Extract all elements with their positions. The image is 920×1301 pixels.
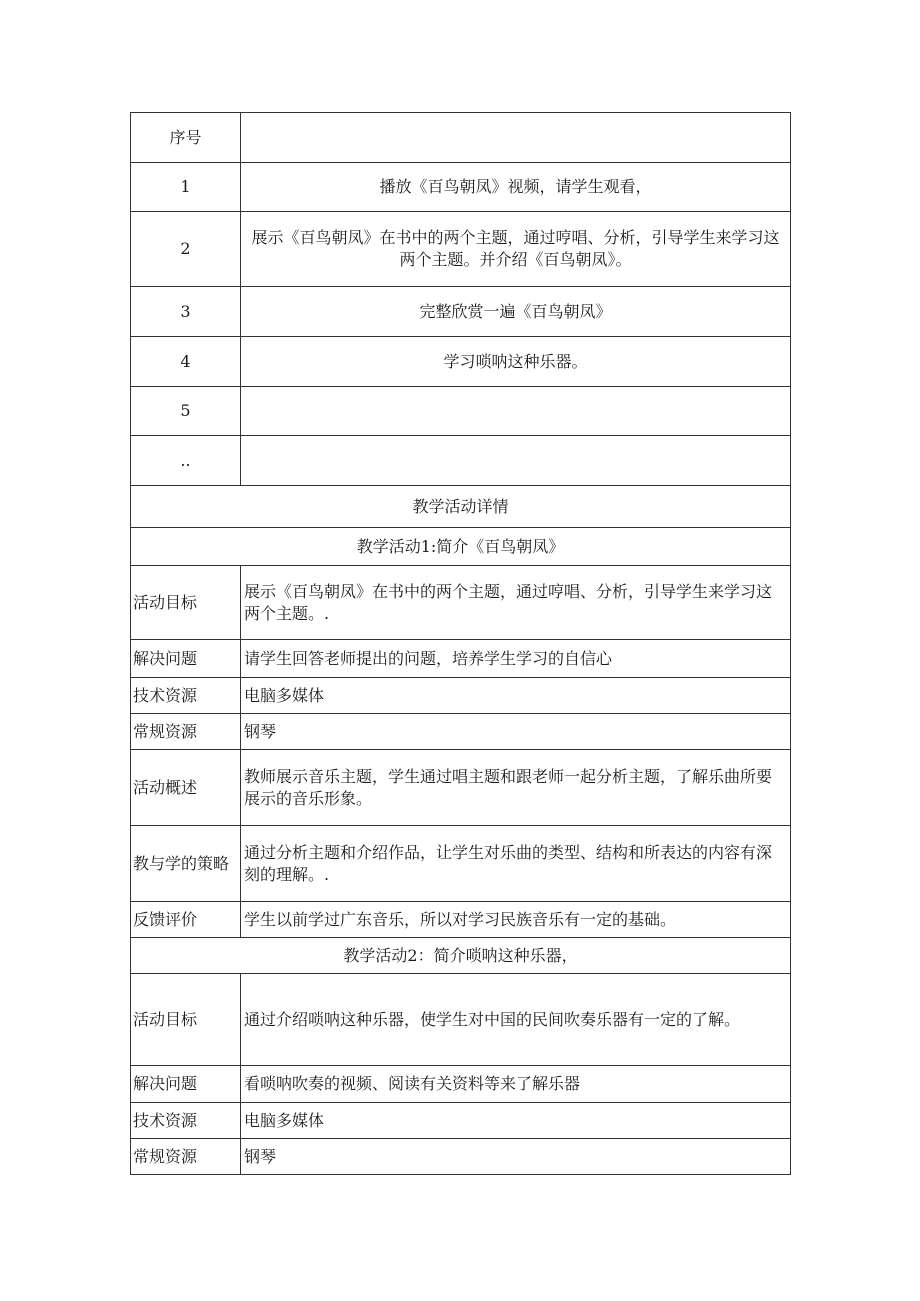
sequence-header-empty <box>241 113 791 163</box>
activity-content: 电脑多媒体 <box>241 1103 791 1139</box>
activity-label: 技术资源 <box>131 678 241 714</box>
activity-row <box>131 826 791 902</box>
activity-content: 通过介绍唢呐这种乐器，使学生对中国的民间吹奏乐器有一定的了解。 <box>241 974 791 1066</box>
sequence-row <box>131 163 791 212</box>
sequence-step-text <box>241 436 791 486</box>
sequence-row <box>131 337 791 387</box>
activity-row <box>131 640 791 678</box>
sequence-row <box>131 212 791 287</box>
sequence-row <box>131 287 791 337</box>
lesson-plan-table <box>130 112 791 1175</box>
activity-row <box>131 1103 791 1139</box>
activity2-title-row <box>131 938 791 974</box>
activity-content: 钢琴 <box>241 714 791 750</box>
activity-label: 活动目标 <box>131 974 241 1066</box>
activity1-title-row <box>131 528 791 566</box>
activity-label: 常规资源 <box>131 714 241 750</box>
activity-row <box>131 902 791 938</box>
sequence-header-row <box>131 113 791 163</box>
details-title-row <box>131 486 791 528</box>
activity-content: 请学生回答老师提出的问题，培养学生学习的自信心 <box>241 640 791 678</box>
activity-label: 解决问题 <box>131 1066 241 1103</box>
activity-label: 反馈评价 <box>131 902 241 938</box>
activity-row <box>131 678 791 714</box>
activity-row <box>131 1139 791 1175</box>
activity-row <box>131 714 791 750</box>
sequence-header-label: 序号 <box>131 113 241 163</box>
activity-row <box>131 566 791 640</box>
activity-label: 解决问题 <box>131 640 241 678</box>
activity-content: 电脑多媒体 <box>241 678 791 714</box>
activity-content: 看唢呐吹奏的视频、阅读有关资料等来了解乐器 <box>241 1066 791 1103</box>
activity-row <box>131 750 791 826</box>
sequence-number: .. <box>131 436 241 486</box>
activity-label: 活动概述 <box>131 750 241 826</box>
sequence-step-text: 学习唢呐这种乐器。 <box>241 337 791 387</box>
sequence-step-text: 播放《百鸟朝凤》视频，请学生观看， <box>241 163 791 212</box>
activity-label: 教与学的策略 <box>131 826 241 902</box>
activity-content: 钢琴 <box>241 1139 791 1175</box>
activity-row <box>131 1066 791 1103</box>
activity-content: 通过分析主题和介绍作品，让学生对乐曲的类型、结构和所表达的内容有深刻的理解。. <box>241 826 791 902</box>
activity-row <box>131 974 791 1066</box>
sequence-row <box>131 387 791 436</box>
activity-label: 活动目标 <box>131 566 241 640</box>
activity-content: 教师展示音乐主题，学生通过唱主题和跟老师一起分析主题，了解乐曲所要展示的音乐形象。 <box>241 750 791 826</box>
details-title: 教学活动详情 <box>131 486 791 528</box>
activity-content: 展示《百鸟朝凤》在书中的两个主题，通过哼唱、分析，引导学生来学习这两个主题。. <box>241 566 791 640</box>
activity-label: 常规资源 <box>131 1139 241 1175</box>
sequence-step-text: 展示《百鸟朝凤》在书中的两个主题，通过哼唱、分析，引导学生来学习这两个主题。并介绍《百鸟朝凤》。 <box>241 212 791 287</box>
sequence-number: 3 <box>131 287 241 337</box>
activity-label: 技术资源 <box>131 1103 241 1139</box>
sequence-number: 4 <box>131 337 241 387</box>
sequence-step-text <box>241 387 791 436</box>
sequence-number: 1 <box>131 163 241 212</box>
sequence-number: 5 <box>131 387 241 436</box>
activity1-title: 教学活动1:简介《百鸟朝凤》 <box>131 528 791 566</box>
sequence-number: 2 <box>131 212 241 287</box>
activity2-title: 教学活动2：简介唢呐这种乐器， <box>131 938 791 974</box>
sequence-row <box>131 436 791 486</box>
activity-content: 学生以前学过广东音乐，所以对学习民族音乐有一定的基础。 <box>241 902 791 938</box>
sequence-step-text: 完整欣赏一遍《百鸟朝凤》 <box>241 287 791 337</box>
